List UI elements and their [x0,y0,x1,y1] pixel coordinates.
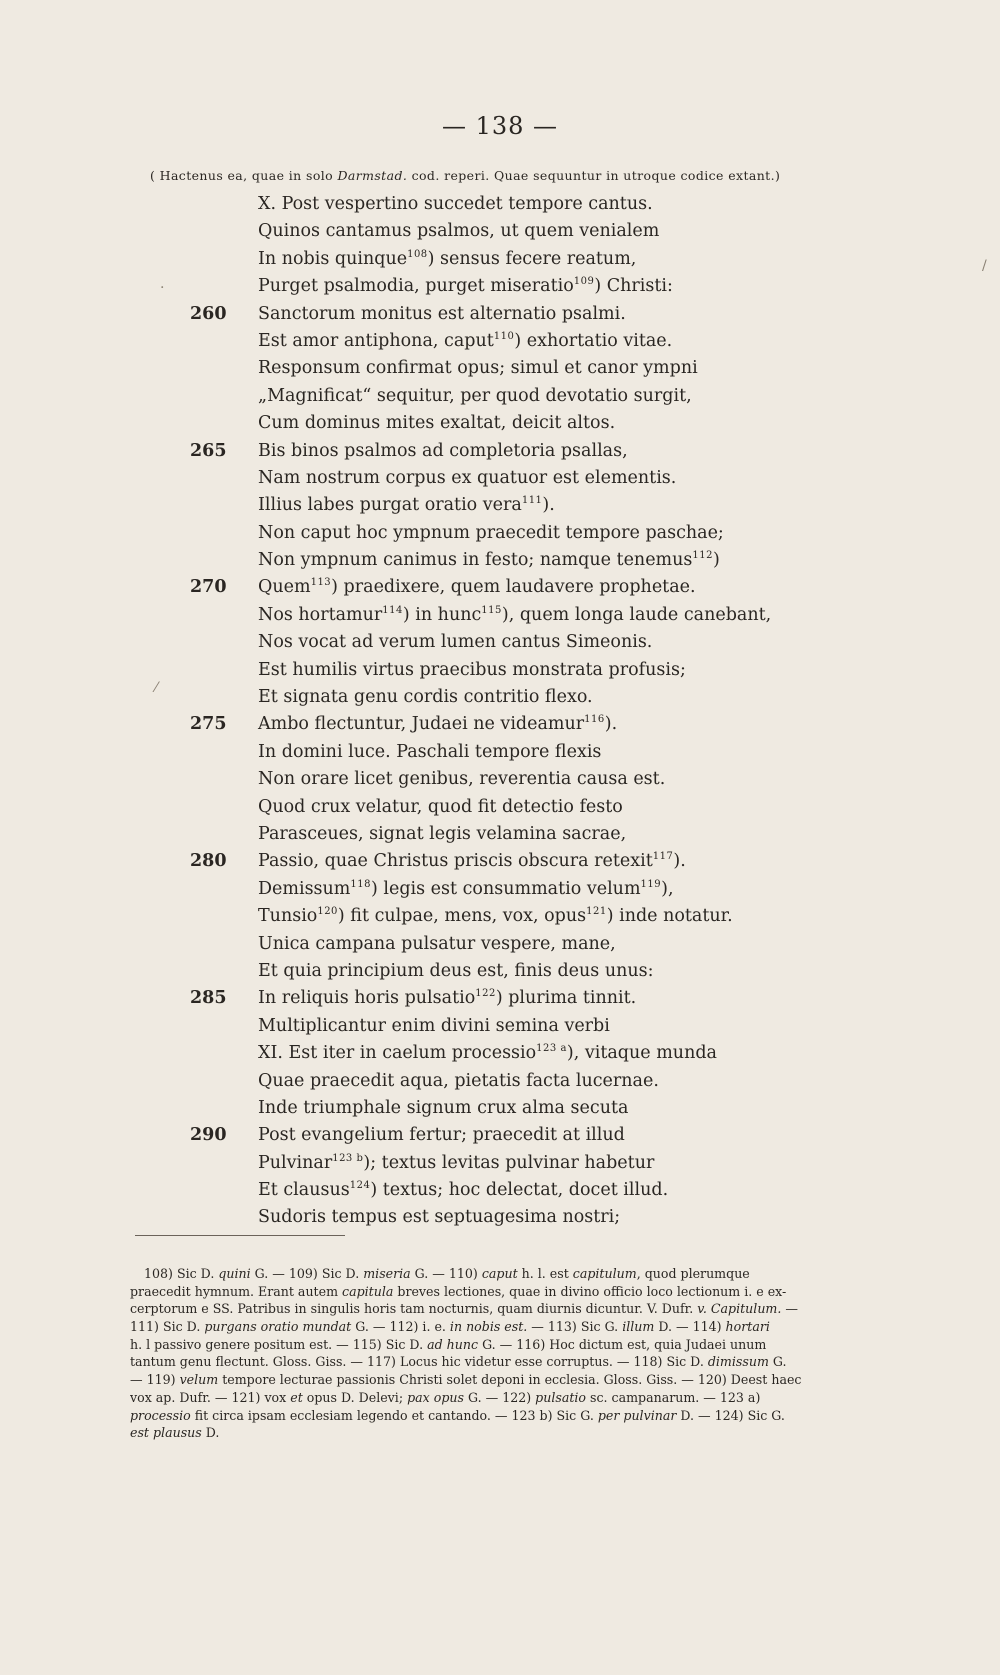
footnote-text: 108) Sic D. [144,1266,219,1281]
verse-text: Multiplicantur enim divini semina verbi [258,1015,610,1036]
verse-text-segment: Et clausus [258,1180,350,1201]
verse-text: X. Post vespertino succedet tempore cantus. [258,194,653,214]
verse-text: Et signata genu cordis contritio flexo. [258,687,593,708]
footnote-text: — 119) [130,1372,180,1388]
footnote-ref: 112 [692,550,713,562]
footnote-ref: 108 [407,248,428,260]
line-number: 270 [190,577,227,598]
verse-line [190,766,890,793]
verse-line [190,602,890,629]
line-number: 265 [190,440,227,461]
footnote-italic-text: v. Capitulum. [697,1301,782,1317]
footnote-ref: 124 [349,1180,371,1192]
footnote-text: D. — 124) Sic G. [676,1407,785,1423]
verse-text: In domini luce. Paschali tempore flexis [258,741,602,762]
verse-text-segment: ) textus; hoc delectat, docet illud. [370,1180,669,1201]
footnote-text: G. — 116) Hoc dictum est, quia Judaei unum [478,1336,767,1352]
footnote-italic-text: et [290,1389,303,1405]
verse-line [190,1068,890,1095]
head-note-part2: cod. reperi. Quae sequuntur in utroque codice extant.) [407,168,781,183]
verse-text: Nam nostrum corpus ex quatuor est elementis. [258,467,677,488]
verse-text [258,547,720,576]
footnote-line [130,1424,952,1442]
verse-text [258,246,636,275]
verse-line [190,931,890,958]
footnote-ref: 118 [350,878,371,890]
footnote-text: tempore lecturae passionis Christi solet deponi in ecclesia. Gloss. Giss. — 120) Deest haec [218,1372,802,1388]
footnote-ref: 113 [310,577,332,589]
verse-text-segment: Passio, quae Christus priscis obscura retexit [258,851,653,872]
verse-line [190,1204,890,1231]
verse-line [190,711,890,738]
verse-text-segment: Est amor antiphona, caput [258,330,494,351]
line-number: 275 [190,714,227,735]
verse-text [258,848,686,877]
verse-text: Non caput hoc ympnum praecedit tempore paschae; [258,522,724,543]
verse-text: Responsum confirmat opus; simul et canor ympni [258,358,698,379]
footnote-ref: 117 [652,851,674,863]
line-number: 260 [190,303,227,324]
verse-text-segment: In reliquis horis pulsatio [258,988,476,1009]
verse-text: Est humilis virtus praecibus monstrata profusis; [258,659,686,680]
head-note-italic: Darmstad. [337,168,408,183]
verse-line [190,985,890,1012]
verse-text-segment: ) inde notatur. [606,906,733,927]
verse-line [190,876,890,903]
verse-line [190,383,890,410]
verse-text-segment: ) in hunc [402,604,482,625]
verse-text-segment: Nos hortamur [258,604,383,625]
verse-text [258,711,617,740]
footnote-ref: 123 b [332,1152,364,1164]
footnote-ref: 109 [573,276,595,288]
footnote-line [130,1389,952,1407]
page-number: — 138 — [441,112,559,140]
verse-line [190,328,890,355]
verse-line [190,903,890,930]
verse-text-segment: Demissum [258,878,351,899]
footnote-ref: 116 [584,714,605,726]
verse-line [190,465,890,492]
footnote-italic-text: capitula [342,1283,394,1299]
footnote-text: breves lectiones, quae in divino officio loco lectionum i. e ex- [393,1283,787,1299]
footnote-ref: 121 [586,906,607,918]
footnote-ref: 122 [475,988,496,1000]
footnote-line [130,1283,952,1301]
verse-line [190,547,890,574]
verse-text-segment: Non ympnum canimus in festo; namque tenemus [258,550,693,571]
verse-line [190,684,890,711]
footnote-italic-text: ad hunc [427,1336,479,1352]
verse-text-segment: ); textus levitas pulvinar habetur [363,1152,655,1173]
verse-line [190,410,890,437]
verse-line [190,520,890,547]
verse-text-segment: ), vitaque munda [566,1043,717,1064]
footnote-text: — 113) Sic G. [527,1319,623,1335]
verse-text-segment: Purget psalmodia, purget miseratio [258,276,574,297]
verse-line [190,629,890,656]
verse-text: Nos vocat ad verum lumen cantus Simeonis. [258,632,653,653]
footnote-line [130,1371,952,1389]
footnote-text: G. — 109) Sic D. [250,1266,364,1281]
verse-text: Sudoris tempus est septuagesima nostri; [258,1207,621,1228]
verse-line [190,1040,890,1067]
verse-line [190,1177,890,1204]
line-number: 280 [190,851,227,872]
verse-line [190,574,890,601]
footnote-ref: 120 [317,906,338,918]
verse-line [190,958,890,985]
verse-line [190,1122,890,1149]
footnote-text: — [781,1301,798,1317]
verse-text [258,1177,668,1206]
verse-text-segment: ) exhortatio vitae. [514,330,673,351]
verse-line [190,492,890,519]
footnote-italic-text: per pulvinar [597,1407,677,1423]
verse-text-segment: ) [713,550,720,571]
footnote-italic-text: capitulum [572,1266,637,1281]
footnote-italic-text: pax opus [407,1389,464,1405]
footnote-ref: 119 [640,878,662,890]
footnote-line [130,1300,952,1318]
footnote-italic-text: processio [130,1407,191,1423]
verse-text-segment: ) plurima tinnit. [495,988,637,1009]
verse-line [190,355,890,382]
verse-text [258,328,672,357]
footnote-text: opus D. Delevi; [302,1389,408,1405]
verse-text [258,903,733,932]
verse-text-segment: ) praedixere, quem laudavere prophetae. [331,577,696,598]
verse-text: Quae praecedit aqua, pietatis facta lucernae. [258,1070,659,1091]
footnote-text: cerptorum e SS. Patribus in singulis horis tam nocturnis, quam diurnis dicuntur. V. Dufr. [130,1301,698,1317]
footnote-ref: 114 [382,604,403,616]
verse-text [258,1040,717,1069]
footnote-ref: 111 [521,495,543,507]
footnote-text: 111) Sic D. [130,1319,205,1335]
footnote-text: praecedit hymnum. Erant autem [130,1283,343,1299]
footnote-text: D. — 114) [654,1319,726,1335]
footnote-italic-text: velum [179,1372,219,1388]
footnote-italic-text: in nobis est. [449,1319,528,1335]
verse-text [258,1150,654,1179]
verse-text-segment: ) sensus fecere reatum, [427,248,637,269]
verse-line [190,438,890,465]
verse-text [258,602,771,631]
footnote-text: fit circa ipsam ecclesiam legendo et cantando. — 123 b) Sic G. [190,1407,598,1423]
verse-line [190,657,890,684]
verse-text-segment: ). [542,495,555,516]
verse-line [190,848,890,875]
verse-line [190,218,890,245]
verse-text: Non orare licet genibus, reverentia causa est. [258,769,666,790]
verse-text-segment: ). [673,851,686,872]
footnote-italic-text: caput [481,1266,518,1281]
verse-text: Quinos cantamus psalmos, ut quem venialem [258,221,660,242]
footnote-italic-text: pulsatio [535,1389,586,1405]
footnote-italic-text: purgans oratio mundat [204,1319,352,1335]
footnote-text: sc. campanarum. — 123 a) [586,1389,761,1405]
verse-text: Sanctorum monitus est alternatio psalmi. [258,303,626,324]
margin-dot-mark: . [160,276,165,292]
verse-text-segment: ) Christi: [594,276,673,297]
line-number: 290 [190,1125,227,1146]
verse-text: Quod crux velatur, quod fit detectio festo [258,796,623,817]
verse-text-segment: XI. Est iter in caelum processio [258,1043,537,1064]
verse-line [190,246,890,273]
footnotes-block [130,1265,952,1442]
footnote-italic-text: hortari [725,1319,770,1335]
footnote-ref: 110 [493,330,515,342]
footnote-text: G. [768,1354,787,1370]
footnote-text: , quod plerumque [636,1266,750,1281]
verse-line [190,1013,890,1040]
verse-text-segment: ), quem longa laude canebant, [501,604,772,625]
footnote-line [130,1318,952,1336]
footnote-text: D. [201,1425,220,1441]
verse-text [258,876,674,905]
editorial-head-note [150,168,910,183]
verse-line [190,1095,890,1122]
verse-text: Parasceues, signat legis velamina sacrae, [258,823,627,844]
verse-line [190,301,890,328]
footnote-italic-text: dimissum [707,1354,769,1370]
verse-text [258,574,696,603]
footnote-ref: 123 a [536,1043,567,1055]
footnote-line [130,1265,952,1283]
verse-text-segment: ) legis est consummatio velum [371,878,641,899]
verse-text-segment: ), [661,878,674,899]
footnote-separator-rule [135,1235,345,1236]
verse-text: Bis binos psalmos ad completoria psallas, [258,440,628,461]
verse-line [190,739,890,766]
footnote-line [130,1336,952,1354]
verse-text: Cum dominus mites exaltat, deicit altos. [258,413,616,434]
verse-text [258,492,555,521]
footnote-line [130,1407,952,1425]
verse-line [190,191,890,218]
footnote-italic-text: illum [622,1319,655,1335]
footnote-text: tantum genu flectunt. Gloss. Giss. — 117) Locus hic videtur esse corruptus. — 118) Sic D. [130,1354,708,1370]
footnote-text: G. — 112) i. e. [351,1319,450,1335]
footnote-italic-text: quini [218,1266,251,1281]
verse-text: Inde triumphale signum crux alma secuta [258,1097,629,1118]
footnote-italic-text: est plausus [130,1425,202,1441]
footnote-text: h. l passivo genere positum est. — 115) Sic D. [130,1336,428,1352]
verse-line [190,821,890,848]
footnote-ref: 115 [481,604,502,616]
footnote-text: vox ap. Dufr. — 121) vox [130,1389,291,1405]
footnote-text: G. — 122) [463,1389,536,1405]
verse-text-segment: In nobis quinque [258,248,408,269]
verse-text-segment: ). [604,714,618,735]
line-number: 285 [190,988,227,1009]
verse-text [258,985,636,1014]
verse-text: Post evangelium fertur; praecedit at illud [258,1125,625,1146]
head-note-part1: ( Hactenus ea, quae in solo [150,168,338,183]
verse-text: „Magnificat“ sequitur, per quod devotatio surgit, [258,385,692,406]
verse-text-segment: Pulvinar [258,1152,333,1173]
verse-text-segment: Quem [258,577,311,598]
verse-text-segment: Illius labes purgat oratio vera [258,495,522,516]
verse-line [190,273,890,300]
verse-text-segment: ) fit culpae, mens, vox, opus [337,906,587,927]
verse-line [190,1150,890,1177]
verse-text [258,273,673,302]
verse-text: Unica campana pulsatur vespere, mane, [258,933,616,954]
footnote-italic-text: miseria [363,1266,411,1281]
margin-pencil-mark: ⁄ [155,680,158,696]
footnote-text: G. — 110) [410,1266,482,1281]
verse-text-segment: Ambo flectuntur, Judaei ne videamur [258,714,585,735]
footnote-text: h. l. est [517,1266,573,1281]
verse-block [190,191,890,1232]
verse-text: Et quia principium deus est, finis deus unus: [258,960,654,981]
margin-stroke-mark: / [982,258,987,274]
verse-text-segment: Tunsio [258,906,318,927]
footnote-line [130,1353,952,1371]
verse-line [190,794,890,821]
